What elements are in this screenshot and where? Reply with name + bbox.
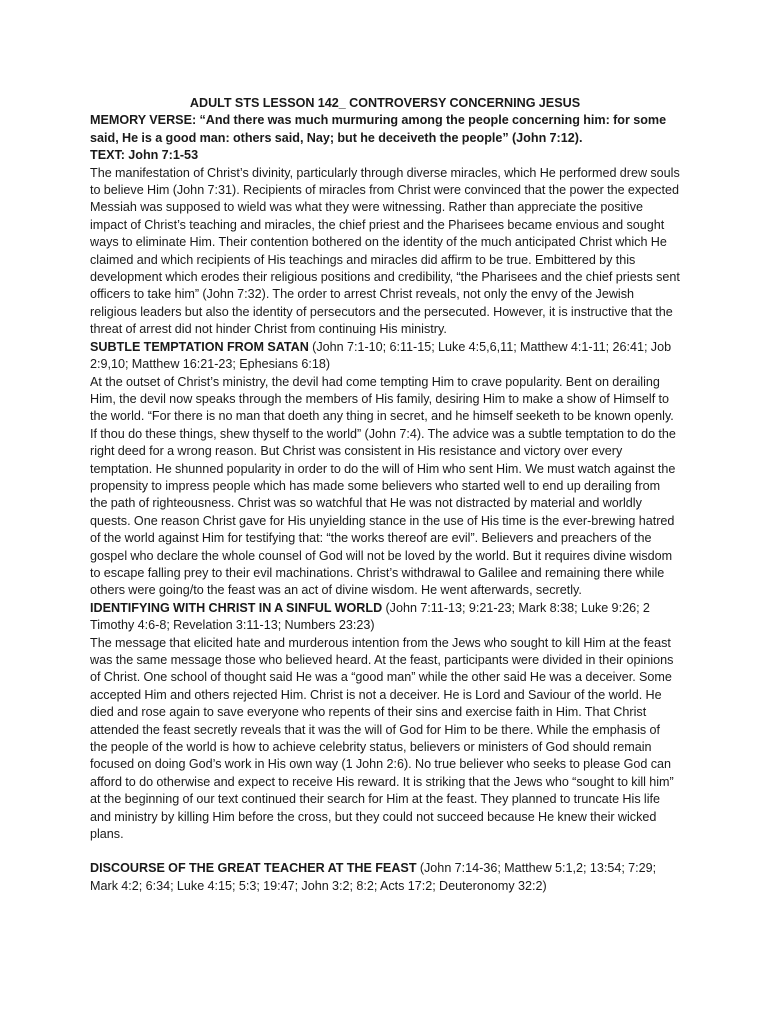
memory-verse xyxy=(90,112,680,147)
section-paragraph: The message that elicited hate and murderous intention from the Jews who sought to kill Him at the feast was the same message those who believed heard. At the feast, participants were divided in their opinions of Christ. One school of thought said He was a “good man” while the other said He was a deceiver. Some accepted Him and others rejected Him. Christ is not a deceiver. He is Lord and Saviour of the world. He died and rose again to save everyone who repents of their sins and exercise faith in Him. That Christ attended the feast secretly reveals that it was the will of God for Him to be there. While the emphasis of the people of the world is how to achieve celebrity status, believers or ministers of God should remain focused on doing God’s work in His own way (1 John 2:6). No true believer who seeks to please God can afford to do otherwise and expect to receive His reward. It is striking that the Jews who “sought to kill him” at the beginning of our text continued their search for Him at the feast. They planned to truncate His life and ministry by killing Him before the cross, but they could not succeed because He knew their wicked plans. xyxy=(90,635,674,842)
section-paragraph: At the outset of Christ’s ministry, the devil had come tempting Him to crave popularity. Bent on derailing Him, the devil now speaks through the members of His family, desiring Him to make a show of Himself to the world. “For there is no man that doeth any thing in secret, and he himself seeketh to be known openly. If thou do these things, shew thyself to the world” (John 7:4). The advice was a subtle temptation to do the right deed for a wrong reason. But Christ was consistent in His resistance and victory over every temptation. He shunned popularity in order to do the will of Him who sent Him. We must watch against the propensity to impress people which has made some believers who started well to end up derailing from the path of righteousness. Christ was so watchful that He was not distracted by material and worldly quests. One reason Christ gave for His unyielding stance in the use of His time is the ever-brewing hatred of the world against Him for testifying that: “the works thereof are evil”. Believers and preachers of the gospel who declare the whole counsel of God will not be loved by the world. But it requires divine wisdom to escape falling prey to their evil machinations. Christ’s withdrawal to Galilee and remaining there while others were going/to the feast was an act of divine wisdom. He went afterwards, secretly. xyxy=(90,374,676,598)
section-heading: SUBTLE TEMPTATION FROM SATAN xyxy=(90,339,309,354)
intro-paragraph: The manifestation of Christ’s divinity, particularly through diverse miracles, which He performed drew souls to believe Him (John 7:31). Recipients of miracles from Christ were convinced that the power the expected Messiah was supposed to wield was what they were witnessing. Rather than appreciate the positive impact of Christ’s teaching and miracles, the chief priest and the Pharisees became envious and sought ways to eliminate Him. Their contention bothered on the identity of the much anticipated Christ which He claimed and which recipients of His teachings and miracles did affirm to be true. Embittered by this development which erodes their religious positions and credibility, “the Pharisees and the chief priests sent officers to take him” (John 7:32). The order to arrest Christ reveals, not only the envy of the Jewish religious leaders but also the identity of persecutors and the persecuted. However, it is instructive that the threat of arrest did not hinder Christ from continuing His ministry. xyxy=(90,165,680,337)
section-references: (John 7:14-36; Matthew 5:1,2; 13:54; 7:29; Mark 4:2; 6:34; Luke 4:15; 5:3; 19:47; John 3:2; 8:2; Acts 17:2; Deuteronomy 32:2) xyxy=(90,861,657,893)
section-heading: IDENTIFYING WITH CHRIST IN A SINFUL WORLD xyxy=(90,600,383,615)
lesson-title: ADULT STS LESSON 142_ CONTROVERSY CONCERNING JESUS xyxy=(189,96,581,110)
section-heading-line xyxy=(90,339,680,374)
section-references: (John 7:1-10; 6:11-15; Luke 4:5,6,11; Matthew 4:1-11; 26:41; Job 2:9,10; Matthew 16:21-23; Ephesians 6:18) xyxy=(90,339,672,372)
paragraph-gap xyxy=(90,843,680,860)
section-references: (John 7:11-13; 9:21-23; Mark 8:38; Luke 9:26; 2 Timothy 4:6-8; Revelation 3:11-13; Numbers 23:23) xyxy=(90,600,650,633)
section-heading: DISCOURSE OF THE GREAT TEACHER AT THE FEAST xyxy=(90,861,417,876)
memory-verse-text: “And there was much murmuring among the people concerning him: for some said, He is a good man: others said, Nay; but he deceiveth the people” (John 7:12). xyxy=(90,113,667,145)
document-body xyxy=(90,95,680,895)
section-heading-line xyxy=(90,860,680,895)
section-heading-line xyxy=(90,600,680,635)
memory-verse-label: MEMORY VERSE: xyxy=(90,113,197,128)
text-reference: TEXT: John 7:1-53 xyxy=(90,148,199,163)
